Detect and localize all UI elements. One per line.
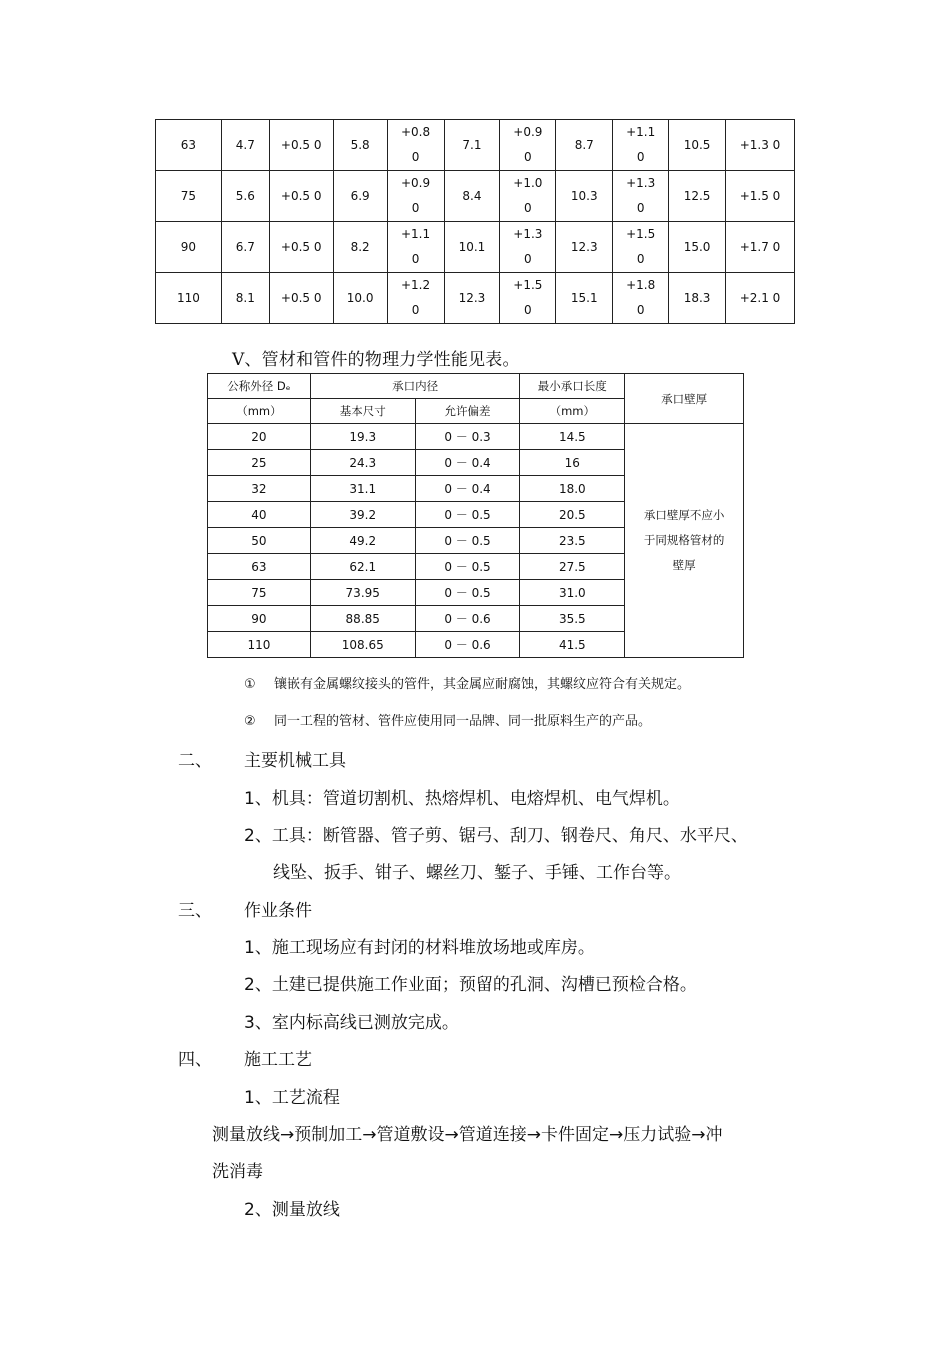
- note-text: 同一工程的管材、管件应使用同一品牌、同一批原料生产的产品。: [274, 714, 652, 729]
- table-cell: 16: [520, 450, 625, 476]
- cell-text: 4.7: [235, 137, 255, 152]
- table-cell: [613, 222, 669, 273]
- table-cell: 88.85: [310, 606, 415, 632]
- table-cell: 27.5: [520, 554, 625, 580]
- cell-text: 6.7: [235, 239, 255, 254]
- table-row: [156, 222, 795, 273]
- note-marker: ②: [244, 714, 256, 729]
- table-cell: 75: [208, 580, 311, 606]
- cell-text: 90: [180, 239, 197, 254]
- table-cell: 31.1: [310, 476, 415, 502]
- section-number: 二、: [178, 751, 212, 771]
- cell-text: +1.0: [513, 176, 543, 190]
- note-marker: ①: [244, 677, 256, 692]
- table-cell: [556, 171, 613, 222]
- table-cell: [387, 120, 444, 171]
- table-cell: 90: [208, 606, 311, 632]
- table-cell: 23.5: [520, 528, 625, 554]
- note-line: 壁厚: [672, 558, 696, 572]
- cell-text: +0.9: [400, 176, 431, 190]
- cell-text: 0: [524, 252, 532, 266]
- cell-text: +1.7 0: [739, 239, 781, 254]
- paragraph-line: 2、测量放线: [244, 1200, 340, 1220]
- cell-text: 12.3: [570, 239, 598, 254]
- table-cell: 108.65: [310, 632, 415, 658]
- table-cell: [221, 222, 269, 273]
- header-socket-inner-diameter: 承口内径: [310, 374, 520, 399]
- cell-text: 12.3: [458, 290, 486, 305]
- cell-text: 0: [411, 252, 420, 266]
- table-cell: [269, 222, 333, 273]
- cell-text: 7.1: [462, 137, 482, 152]
- header-basic-size: 基本尺寸: [310, 399, 415, 424]
- header-socket-wall-thickness: 承口壁厚: [625, 374, 744, 424]
- table-cell: [726, 222, 795, 273]
- table-cell: [613, 273, 669, 324]
- table-header-row: [208, 374, 744, 399]
- header-unit: （mm）: [520, 399, 625, 424]
- note-item: [244, 673, 690, 692]
- cell-text: 63: [180, 137, 197, 152]
- table-cell: 50: [208, 528, 311, 554]
- table-cell: [726, 171, 795, 222]
- cell-text: 0: [411, 150, 420, 164]
- table-cell: [613, 171, 669, 222]
- table-row: [156, 120, 795, 171]
- table-cell: 41.5: [520, 632, 625, 658]
- table-cell: [221, 171, 269, 222]
- cell-text: 0: [524, 150, 532, 164]
- cell-text: +1.8: [626, 278, 656, 292]
- table-cell: 73.95: [310, 580, 415, 606]
- table-cell: 0 － 0.6: [415, 632, 520, 658]
- table-cell: 0 － 0.5: [415, 554, 520, 580]
- note-item: [244, 710, 651, 729]
- paragraph-line: 测量放线→预制加工→管道敷设→管道连接→卡件固定→压力试验→冲: [212, 1125, 723, 1145]
- section-number: 三、: [178, 901, 212, 921]
- table-cell: [444, 273, 500, 324]
- table-cell: [500, 171, 556, 222]
- table-cell: [387, 222, 444, 273]
- table-cell: 18.0: [520, 476, 625, 502]
- table-cell: [269, 273, 333, 324]
- table-cell: [669, 171, 726, 222]
- table-cell: [269, 120, 333, 171]
- paragraph-line: 2、工具：断管器、管子剪、锯弓、刮刀、钢卷尺、角尺、水平尺、: [244, 826, 748, 846]
- cell-text: 110: [176, 290, 200, 305]
- section-heading: [178, 746, 346, 771]
- table-cell: 62.1: [310, 554, 415, 580]
- cell-text: 15.1: [570, 290, 598, 305]
- cell-text: +0.5 0: [280, 188, 322, 203]
- table-cell: [156, 120, 222, 171]
- table-cell: [444, 171, 500, 222]
- table-cell: [500, 120, 556, 171]
- cell-text: 0: [524, 201, 532, 215]
- header-text: 公称外径 Dₑ: [227, 379, 291, 393]
- cell-text: 10.0: [346, 290, 374, 305]
- table-cell: 110: [208, 632, 311, 658]
- cell-text: 0: [636, 201, 645, 215]
- cell-text: +1.5: [626, 227, 656, 241]
- table-cell: [726, 273, 795, 324]
- cell-text: 0: [636, 252, 645, 266]
- section-heading: [178, 1045, 312, 1070]
- cell-text: 15.0: [683, 239, 711, 254]
- note-line: 于同规格管材的: [643, 533, 725, 547]
- cell-text: +0.5 0: [280, 290, 322, 305]
- table-cell: 32: [208, 476, 311, 502]
- section-number: 四、: [178, 1050, 212, 1070]
- table-cell: 0 － 0.5: [415, 580, 520, 606]
- section-title: 施工工艺: [244, 1050, 312, 1070]
- socket-dimension-table: [207, 373, 744, 658]
- table-cell: [156, 171, 222, 222]
- header-text: 最小承口长度: [537, 379, 607, 393]
- table-cell: 39.2: [310, 502, 415, 528]
- table-row: [156, 171, 795, 222]
- cell-text: +1.2: [400, 278, 431, 292]
- cell-text: 5.6: [235, 188, 255, 203]
- cell-text: 10.3: [570, 188, 598, 203]
- table-cell: [500, 273, 556, 324]
- cell-text: 5.8: [350, 137, 370, 152]
- table-cell: 35.5: [520, 606, 625, 632]
- table-cell: [556, 120, 613, 171]
- table-cell: [387, 273, 444, 324]
- table-cell: [669, 222, 726, 273]
- table-cell: [269, 171, 333, 222]
- cell-text: 18.3: [683, 290, 711, 305]
- table-cell: [444, 120, 500, 171]
- table-cell: 40: [208, 502, 311, 528]
- cell-text: 75: [180, 188, 197, 203]
- table-cell: [221, 273, 269, 324]
- table-cell: [726, 120, 795, 171]
- table-cell: [333, 120, 387, 171]
- paragraph-line: 3、室内标高线已测放完成。: [244, 1013, 459, 1033]
- table-cell: 63: [208, 554, 311, 580]
- cell-text: +2.1 0: [739, 290, 781, 305]
- cell-text: 8.2: [350, 239, 370, 254]
- paragraph-line: 1、工艺流程: [244, 1088, 340, 1108]
- cell-text: 8.1: [235, 290, 255, 305]
- table-cell: [333, 273, 387, 324]
- table-cell: [221, 120, 269, 171]
- cell-text: +1.3 0: [739, 137, 781, 152]
- paragraph-line: 线坠、扳手、钳子、螺丝刀、錾子、手锤、工作台等。: [273, 863, 681, 883]
- paragraph-line: 洗消毒: [212, 1162, 263, 1182]
- table-cell: 24.3: [310, 450, 415, 476]
- section-title: 主要机械工具: [244, 751, 346, 771]
- cell-text: 6.9: [350, 188, 370, 203]
- table-cell: 25: [208, 450, 311, 476]
- cell-text: 10.1: [458, 239, 486, 254]
- note-line: 承口壁厚不应小: [643, 508, 725, 522]
- table-cell: [556, 222, 613, 273]
- table-cell: [444, 222, 500, 273]
- header-unit: （mm）: [208, 399, 311, 424]
- table-cell: 31.0: [520, 580, 625, 606]
- table-row: [156, 273, 795, 324]
- table-cell: 0 － 0.6: [415, 606, 520, 632]
- cell-text: +0.9: [513, 125, 543, 139]
- paragraph-line: 1、机具：管道切割机、热熔焊机、电熔焊机、电气焊机。: [244, 789, 680, 809]
- paragraph-line: 2、土建已提供施工作业面；预留的孔洞、沟槽已预检合格。: [244, 975, 697, 995]
- cell-text: 0: [636, 150, 645, 164]
- cell-text: +0.5 0: [280, 137, 322, 152]
- cell-text: 8.4: [462, 188, 482, 203]
- table-cell: 0 － 0.4: [415, 476, 520, 502]
- cell-text: +1.3: [626, 176, 656, 190]
- cell-text: 0: [636, 303, 645, 317]
- cell-text: 12.5: [683, 188, 711, 203]
- table-cell: 14.5: [520, 424, 625, 450]
- cell-text: +1.1: [400, 227, 431, 241]
- table-cell: [613, 120, 669, 171]
- table-caption: Ⅴ、管材和管件的物理力学性能见表。: [232, 350, 520, 370]
- cell-text: 0: [524, 303, 532, 317]
- cell-text: 8.7: [574, 137, 594, 152]
- table-cell: 0 － 0.5: [415, 502, 520, 528]
- cell-text: +1.1: [626, 125, 656, 139]
- cell-text: +0.5 0: [280, 239, 322, 254]
- table-cell: [556, 273, 613, 324]
- cell-text: 0: [411, 201, 420, 215]
- table-cell: [387, 171, 444, 222]
- table-cell: 49.2: [310, 528, 415, 554]
- wall-thickness-note: [625, 424, 744, 658]
- table-cell: [156, 222, 222, 273]
- cell-text: 10.5: [683, 137, 711, 152]
- cell-text: 0: [411, 303, 420, 317]
- paragraph-line: 1、施工现场应有封闭的材料堆放场地或库房。: [244, 938, 595, 958]
- header-tolerance: 允许偏差: [415, 399, 520, 424]
- table-cell: [669, 273, 726, 324]
- table-row: [208, 424, 744, 450]
- table-cell: [156, 273, 222, 324]
- table-cell: 19.3: [310, 424, 415, 450]
- section-title: 作业条件: [244, 901, 312, 921]
- cell-text: +0.8: [400, 125, 431, 139]
- table-cell: [333, 171, 387, 222]
- table-cell: [333, 222, 387, 273]
- cell-text: +1.5 0: [739, 188, 781, 203]
- cell-text: +1.3: [513, 227, 543, 241]
- pipe-wall-thickness-table: [155, 119, 795, 324]
- header-nominal-diameter: [208, 374, 311, 399]
- table-cell: 0 － 0.3: [415, 424, 520, 450]
- table-cell: 20: [208, 424, 311, 450]
- table-cell: 0 － 0.5: [415, 528, 520, 554]
- note-text: 镶嵌有金属螺纹接头的管件，其金属应耐腐蚀，其螺纹应符合有关规定。: [274, 677, 691, 692]
- table-cell: [669, 120, 726, 171]
- section-heading: [178, 896, 312, 921]
- table-cell: 0 － 0.4: [415, 450, 520, 476]
- header-min-socket-length: [520, 374, 625, 399]
- cell-text: +1.5: [513, 278, 543, 292]
- table-cell: 20.5: [520, 502, 625, 528]
- table-cell: [500, 222, 556, 273]
